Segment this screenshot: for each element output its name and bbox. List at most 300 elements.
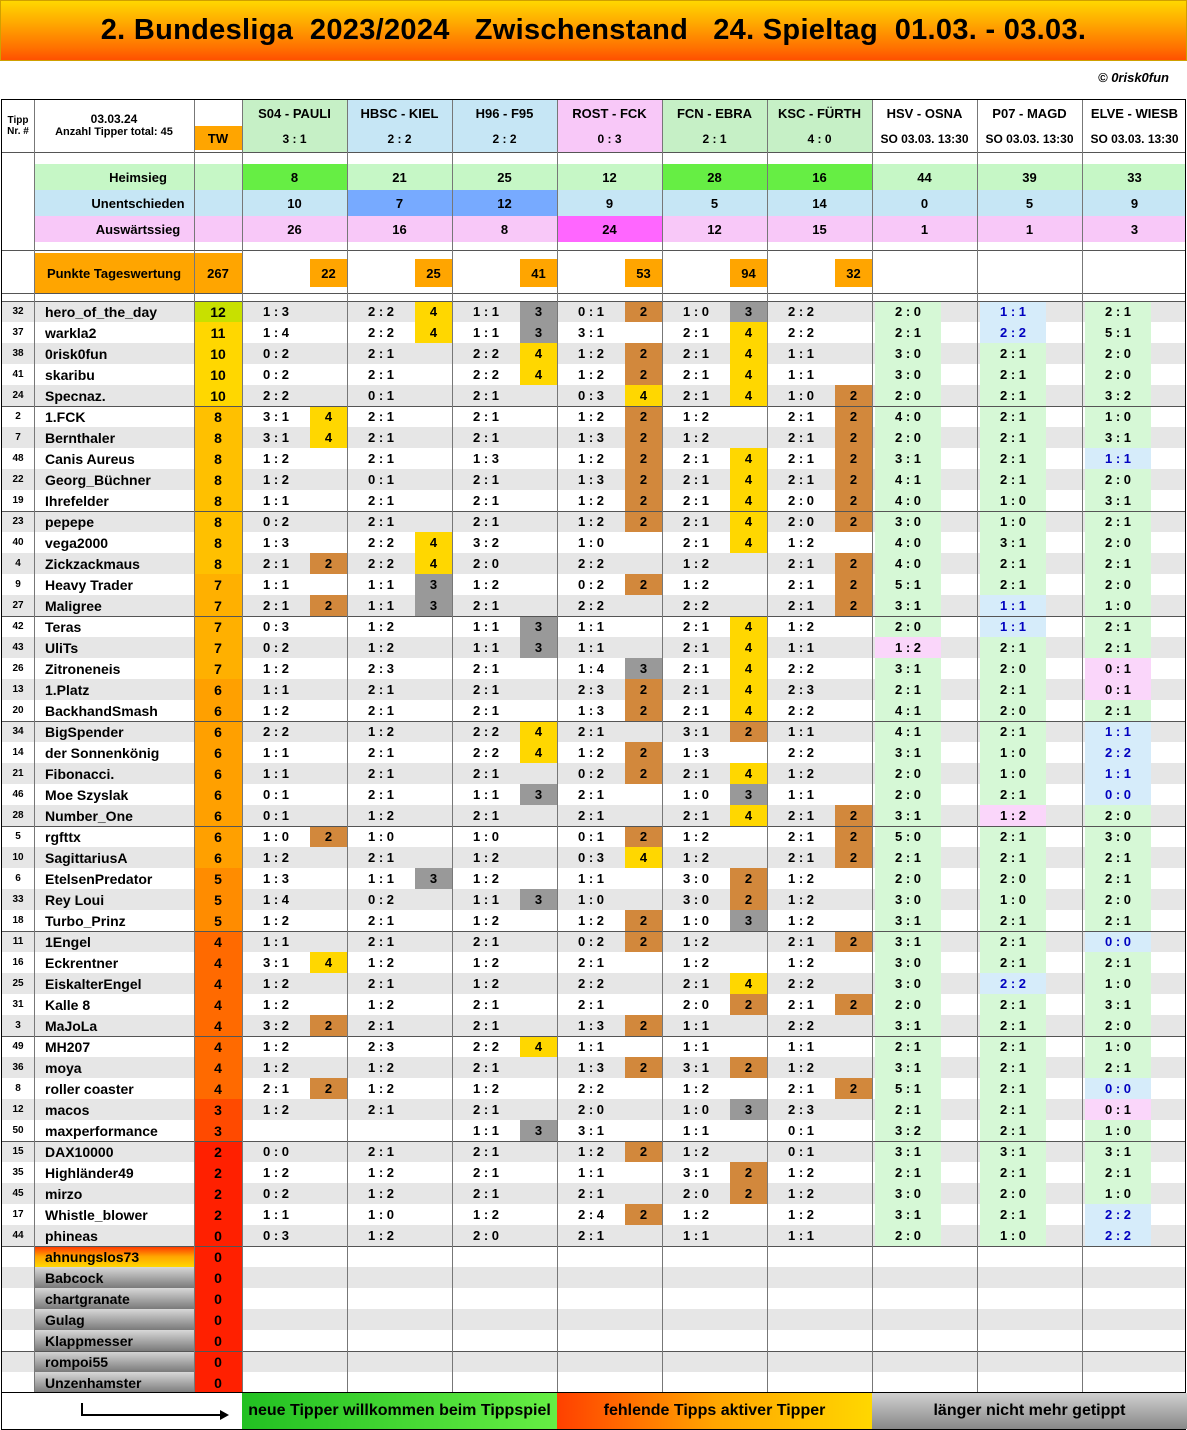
tip-score: 1 : 2 — [682, 850, 709, 865]
player-nr: 7 — [15, 432, 21, 443]
tip-points: 4 — [730, 616, 767, 637]
open-tip-score: 3 : 1 — [875, 1015, 941, 1036]
tip-score: 2 : 2 — [787, 1018, 814, 1033]
tip-score: 1 : 2 — [367, 619, 394, 634]
open-tip-score: 0 : 0 — [1085, 931, 1151, 952]
tip-score: 1 : 2 — [682, 1144, 709, 1159]
player-nr: 16 — [12, 957, 24, 968]
open-tip-score: 2 : 0 — [1085, 805, 1151, 826]
open-tip-score: 1 : 0 — [1085, 406, 1151, 427]
tip-points: 4 — [730, 385, 767, 406]
tip-score: 2 : 1 — [682, 346, 709, 361]
tip-points: 2 — [625, 826, 662, 847]
tip-points: 2 — [625, 301, 662, 322]
player-name: pepepe — [45, 513, 95, 530]
tip-score: 1 : 2 — [262, 1165, 289, 1180]
tip-score: 1 : 1 — [787, 787, 814, 802]
tip-score: 2 : 2 — [787, 745, 814, 760]
table-row — [2, 1267, 1186, 1288]
player-name: Georg_Büchner — [45, 471, 151, 488]
open-tip-score: 1 : 1 — [1085, 721, 1151, 742]
open-tip-score: 4 : 0 — [875, 553, 941, 574]
tip-points: 4 — [730, 469, 767, 490]
tip-score: 2 : 2 — [472, 346, 499, 361]
player-tw: 10 — [194, 385, 242, 406]
player-tw: 6 — [194, 805, 242, 826]
tip-score: 2 : 1 — [367, 787, 394, 802]
row-separator — [2, 301, 1186, 302]
table-row — [2, 511, 1186, 532]
tip-score: 2 : 1 — [472, 682, 499, 697]
open-tip-score: 1 : 0 — [980, 742, 1046, 763]
tip-score: 3 : 1 — [262, 430, 289, 445]
player-tw: 8 — [194, 511, 242, 532]
player-tw: 3 — [194, 1120, 242, 1141]
tip-score: 1 : 0 — [787, 388, 814, 403]
open-tip-score: 2 : 1 — [980, 1204, 1046, 1225]
player-nr: 4 — [15, 558, 21, 569]
open-tip-score: 2 : 1 — [1085, 868, 1151, 889]
tip-score: 2 : 1 — [367, 766, 394, 781]
open-tip-score: 2 : 0 — [980, 700, 1046, 721]
open-tip-score: 2 : 1 — [980, 364, 1046, 385]
player-nr: 22 — [12, 474, 24, 485]
tip-score: 2 : 1 — [787, 430, 814, 445]
tip-score: 1 : 1 — [262, 493, 289, 508]
stats-away-count: 24 — [557, 216, 662, 242]
open-tip-score: 2 : 0 — [875, 427, 941, 448]
tip-score: 3 : 2 — [472, 535, 499, 550]
tip-score: 1 : 2 — [262, 1102, 289, 1117]
open-tip-score: 2 : 1 — [875, 1099, 941, 1120]
player-nr: 23 — [12, 516, 24, 527]
open-tip-score: 0 : 1 — [1085, 1099, 1151, 1120]
tip-score: 2 : 1 — [472, 766, 499, 781]
player-name: warkla2 — [45, 324, 97, 341]
tip-score: 2 : 1 — [472, 703, 499, 718]
open-tip-score: 3 : 0 — [875, 973, 941, 994]
tip-score: 2 : 1 — [682, 619, 709, 634]
tip-score: 2 : 1 — [367, 1102, 394, 1117]
tip-score: 1 : 1 — [787, 640, 814, 655]
tip-score: 2 : 3 — [577, 682, 604, 697]
tip-score: 0 : 1 — [367, 388, 394, 403]
open-tip-score: 1 : 0 — [980, 511, 1046, 532]
stats-row-draw — [2, 190, 1186, 216]
table-row — [2, 889, 1186, 910]
stats-draw-count: 14 — [767, 190, 872, 216]
column-separator — [767, 100, 768, 1393]
tip-score: 0 : 2 — [262, 346, 289, 361]
tip-score: 1 : 2 — [367, 640, 394, 655]
open-tip-score: 1 : 2 — [980, 805, 1046, 826]
open-tip-score: 2 : 1 — [1085, 553, 1151, 574]
tip-score: 1 : 4 — [262, 325, 289, 340]
open-tip-score: 2 : 1 — [980, 931, 1046, 952]
table-row — [2, 637, 1186, 658]
open-tip-score: 2 : 0 — [875, 868, 941, 889]
open-tip-score: 2 : 0 — [980, 658, 1046, 679]
open-tip-score: 3 : 1 — [1085, 490, 1151, 511]
player-nr: 18 — [12, 915, 24, 926]
open-tip-score: 2 : 1 — [980, 952, 1046, 973]
match-result: 3 : 1 — [242, 126, 347, 152]
open-tip-score: 1 : 0 — [980, 763, 1046, 784]
tip-score: 2 : 1 — [787, 577, 814, 592]
tip-score: 2 : 1 — [787, 808, 814, 823]
tip-score: 0 : 2 — [577, 766, 604, 781]
tip-score: 1 : 1 — [262, 934, 289, 949]
player-tw: 2 — [194, 1141, 242, 1162]
tip-score: 1 : 4 — [577, 661, 604, 676]
row-separator — [2, 293, 1186, 294]
tip-score: 2 : 1 — [367, 976, 394, 991]
tip-score: 2 : 1 — [472, 1018, 499, 1033]
open-tip-score: 2 : 0 — [875, 994, 941, 1015]
match-result: 2 : 1 — [662, 126, 767, 152]
tip-points: 4 — [730, 763, 767, 784]
tip-score: 1 : 2 — [787, 766, 814, 781]
table-row — [2, 343, 1186, 364]
open-tip-score: 1 : 0 — [980, 490, 1046, 511]
tip-score: 1 : 1 — [472, 892, 499, 907]
player-nr: 25 — [12, 978, 24, 989]
tip-score: 2 : 1 — [367, 514, 394, 529]
tip-points: 2 — [625, 931, 662, 952]
tip-points: 3 — [520, 1120, 557, 1141]
open-tip-score: 0 : 1 — [1085, 658, 1151, 679]
table-row — [2, 1204, 1186, 1225]
tip-score: 3 : 0 — [682, 892, 709, 907]
open-tip-score: 2 : 2 — [1085, 1204, 1151, 1225]
tip-score: 1 : 1 — [787, 367, 814, 382]
tip-score: 1 : 2 — [577, 514, 604, 529]
match-points: 94 — [730, 259, 767, 287]
stats-home-count: 33 — [1082, 164, 1186, 190]
tip-score: 2 : 3 — [367, 1039, 394, 1054]
open-tip-score: 2 : 0 — [875, 385, 941, 406]
copyright: © 0risk0fun — [1098, 70, 1169, 85]
tip-score: 2 : 1 — [472, 1060, 499, 1075]
tip-score: 2 : 2 — [472, 745, 499, 760]
match-name: ROST - FCK — [557, 100, 662, 126]
tip-points: 2 — [835, 469, 872, 490]
player-name: Klappmesser — [34, 1330, 194, 1351]
row-separator — [2, 931, 1186, 932]
match-result: 4 : 0 — [767, 126, 872, 152]
open-tip-score: 2 : 1 — [980, 553, 1046, 574]
tip-points: 4 — [730, 973, 767, 994]
player-tw: 10 — [194, 364, 242, 385]
player-nr — [2, 1288, 34, 1309]
open-tip-score: 2 : 1 — [980, 721, 1046, 742]
tip-score: 1 : 1 — [787, 1039, 814, 1054]
player-tw: 4 — [194, 1036, 242, 1057]
player-nr: 17 — [12, 1209, 24, 1220]
tip-score: 1 : 1 — [577, 640, 604, 655]
tip-score: 2 : 0 — [577, 1102, 604, 1117]
tip-score: 2 : 2 — [577, 598, 604, 613]
open-tip-score: 4 : 1 — [875, 700, 941, 721]
open-tip-score: 0 : 0 — [1085, 784, 1151, 805]
tip-score: 2 : 1 — [682, 682, 709, 697]
tip-points: 2 — [625, 406, 662, 427]
table-row — [2, 805, 1186, 826]
tip-score: 1 : 2 — [472, 577, 499, 592]
open-tip-score: 2 : 1 — [980, 448, 1046, 469]
tip-points: 2 — [625, 1204, 662, 1225]
player-nr: 3 — [15, 1020, 21, 1031]
table-row — [2, 1015, 1186, 1036]
tip-points: 2 — [625, 1141, 662, 1162]
tip-points: 2 — [835, 847, 872, 868]
tip-score: 2 : 2 — [367, 556, 394, 571]
tip-score: 1 : 0 — [682, 304, 709, 319]
player-name: Turbo_Prinz — [45, 912, 126, 929]
tip-score: 0 : 2 — [577, 577, 604, 592]
tip-score: 1 : 2 — [682, 409, 709, 424]
tip-score: 1 : 1 — [472, 640, 499, 655]
player-nr — [2, 1372, 34, 1393]
tip-score: 1 : 2 — [367, 997, 394, 1012]
tip-score: 2 : 1 — [472, 472, 499, 487]
tip-points: 2 — [835, 1078, 872, 1099]
tip-points: 2 — [835, 931, 872, 952]
open-tip-score: 3 : 2 — [1085, 385, 1151, 406]
tip-score: 0 : 2 — [577, 934, 604, 949]
tip-score: 2 : 1 — [262, 598, 289, 613]
tip-points: 2 — [310, 1078, 347, 1099]
tip-score: 1 : 0 — [367, 1207, 394, 1222]
match-points: 25 — [415, 259, 452, 287]
tip-score: 1 : 1 — [367, 598, 394, 613]
table-row — [2, 364, 1186, 385]
table-row — [2, 448, 1186, 469]
player-nr: 8 — [15, 1083, 21, 1094]
player-name: 0risk0fun — [45, 345, 108, 362]
tip-points: 2 — [730, 1057, 767, 1078]
tip-score: 1 : 2 — [367, 724, 394, 739]
table-row — [2, 1162, 1186, 1183]
open-tip-score: 3 : 1 — [875, 448, 941, 469]
column-separator — [557, 100, 558, 1393]
table-row — [2, 322, 1186, 343]
tip-score: 2 : 1 — [367, 409, 394, 424]
player-nr — [2, 1309, 34, 1330]
stats-away-count: 16 — [347, 216, 452, 242]
tip-score: 2 : 4 — [577, 1207, 604, 1222]
tip-score: 2 : 1 — [367, 493, 394, 508]
tip-points: 2 — [310, 595, 347, 616]
open-tip-score: 2 : 1 — [1085, 301, 1151, 322]
open-tip-score: 2 : 1 — [1085, 511, 1151, 532]
tip-points: 2 — [625, 1015, 662, 1036]
match-points: 32 — [835, 259, 872, 287]
tip-score: 1 : 2 — [787, 871, 814, 886]
player-tw: 0 — [194, 1351, 242, 1372]
tip-points: 3 — [520, 322, 557, 343]
page-title: 2. Bundesliga 2023/2024 Zwischenstand 24. Spieltag 01.03. - 03.03. — [100, 14, 1087, 46]
tip-score: 0 : 2 — [367, 892, 394, 907]
tip-points: 4 — [520, 721, 557, 742]
tip-score: 2 : 1 — [262, 1081, 289, 1096]
row-separator — [2, 1036, 1186, 1037]
table-row — [2, 910, 1186, 931]
player-tw: 4 — [194, 1078, 242, 1099]
tip-score: 2 : 1 — [472, 661, 499, 676]
tip-score: 1 : 3 — [577, 1018, 604, 1033]
tip-score: 0 : 1 — [577, 829, 604, 844]
player-tw: 7 — [194, 658, 242, 679]
match-name: ELVE - WIESB — [1082, 100, 1186, 126]
open-tip-score: 2 : 0 — [875, 763, 941, 784]
tip-score: 1 : 2 — [262, 1039, 289, 1054]
tip-score: 2 : 1 — [367, 934, 394, 949]
stats-home-count: 39 — [977, 164, 1082, 190]
tip-score: 1 : 1 — [577, 871, 604, 886]
tip-score: 1 : 1 — [682, 1018, 709, 1033]
tip-points: 3 — [730, 301, 767, 322]
tip-score: 3 : 1 — [577, 1123, 604, 1138]
player-tw: 0 — [194, 1330, 242, 1351]
match-result: SO 03.03. 13:30 — [872, 126, 977, 152]
tip-points: 2 — [835, 448, 872, 469]
player-tw: 8 — [194, 427, 242, 448]
open-tip-score: 2 : 1 — [980, 1078, 1046, 1099]
tip-score: 1 : 3 — [472, 451, 499, 466]
tip-score: 2 : 1 — [577, 787, 604, 802]
match-points: 41 — [520, 259, 557, 287]
open-tip-score: 3 : 1 — [1085, 1141, 1151, 1162]
table-row — [2, 427, 1186, 448]
tip-points: 4 — [625, 847, 662, 868]
tip-score: 2 : 1 — [787, 598, 814, 613]
row-separator — [2, 1246, 1186, 1247]
tip-points: 2 — [625, 364, 662, 385]
tip-score: 1 : 2 — [472, 1081, 499, 1096]
table-row — [2, 1288, 1186, 1309]
open-tip-score: 2 : 1 — [1085, 1162, 1151, 1183]
player-nr: 19 — [12, 495, 24, 506]
open-tip-score: 2 : 1 — [875, 679, 941, 700]
points-row — [2, 253, 1186, 293]
open-tip-score: 2 : 1 — [875, 1036, 941, 1057]
tip-score: 1 : 0 — [472, 829, 499, 844]
open-tip-score: 5 : 1 — [875, 574, 941, 595]
table-row — [2, 973, 1186, 994]
header-row-1 — [2, 100, 1186, 126]
tip-score: 0 : 1 — [262, 787, 289, 802]
tip-points: 2 — [730, 1183, 767, 1204]
open-tip-score: 2 : 1 — [980, 1015, 1046, 1036]
tip-score: 2 : 1 — [682, 367, 709, 382]
tip-points: 4 — [730, 532, 767, 553]
tip-points: 4 — [730, 364, 767, 385]
open-tip-score: 2 : 1 — [1085, 952, 1151, 973]
tip-points: 4 — [310, 406, 347, 427]
match-name: P07 - MAGD — [977, 100, 1082, 126]
open-tip-score: 4 : 0 — [875, 406, 941, 427]
tip-points: 4 — [730, 679, 767, 700]
player-name: Kalle 8 — [45, 996, 91, 1013]
stats-home-count: 16 — [767, 164, 872, 190]
player-tw: 3 — [194, 1099, 242, 1120]
player-name: Eckrentner — [45, 954, 119, 971]
match-name: KSC - FÜRTH — [767, 100, 872, 126]
table-row — [2, 742, 1186, 763]
open-tip-score: 3 : 0 — [875, 1183, 941, 1204]
player-tw: 7 — [194, 574, 242, 595]
open-tip-score: 3 : 1 — [875, 658, 941, 679]
open-tip-score: 2 : 1 — [980, 406, 1046, 427]
tip-score: 2 : 1 — [682, 808, 709, 823]
tip-score: 0 : 3 — [262, 619, 289, 634]
player-name: Specnaz. — [45, 387, 106, 404]
table-row — [2, 1141, 1186, 1162]
open-tip-score: 3 : 1 — [875, 1057, 941, 1078]
tip-score: 2 : 1 — [472, 514, 499, 529]
tip-score: 1 : 1 — [472, 787, 499, 802]
player-name: Zitroneneis — [45, 660, 121, 677]
match-result: 0 : 3 — [557, 126, 662, 152]
open-tip-score: 2 : 1 — [980, 679, 1046, 700]
player-tw: 8 — [194, 448, 242, 469]
player-tw: 4 — [194, 973, 242, 994]
player-name: der Sonnenkönig — [45, 744, 160, 761]
tip-points: 4 — [730, 658, 767, 679]
tip-score: 1 : 2 — [682, 829, 709, 844]
stats-home-count: 8 — [242, 164, 347, 190]
player-name: rompoi55 — [34, 1351, 194, 1372]
tip-score: 1 : 2 — [787, 1060, 814, 1075]
player-name: MaJoLa — [45, 1017, 98, 1034]
table-row — [2, 1036, 1186, 1057]
stats-away-count: 26 — [242, 216, 347, 242]
tip-points: 2 — [310, 826, 347, 847]
open-tip-score: 2 : 0 — [1085, 574, 1151, 595]
tip-score: 1 : 0 — [262, 829, 289, 844]
stats-draw-count: 5 — [977, 190, 1082, 216]
table-row — [2, 763, 1186, 784]
open-tip-score: 0 : 0 — [1085, 1078, 1151, 1099]
player-tw: 6 — [194, 742, 242, 763]
tip-score: 0 : 2 — [262, 514, 289, 529]
tip-score: 1 : 2 — [682, 556, 709, 571]
open-tip-score: 2 : 1 — [980, 784, 1046, 805]
points-total: 267 — [194, 253, 242, 293]
stats-draw-count: 0 — [872, 190, 977, 216]
tip-score: 2 : 2 — [262, 724, 289, 739]
tip-score: 2 : 2 — [787, 661, 814, 676]
match-result: SO 03.03. 13:30 — [977, 126, 1082, 152]
tip-score: 2 : 1 — [682, 766, 709, 781]
player-name: hero_of_the_day — [45, 303, 158, 320]
stats-draw-count: 12 — [452, 190, 557, 216]
player-tw: 7 — [194, 637, 242, 658]
tip-score: 2 : 2 — [787, 325, 814, 340]
tip-score: 1 : 3 — [577, 430, 604, 445]
tip-points: 4 — [730, 490, 767, 511]
tip-score: 2 : 2 — [787, 703, 814, 718]
player-nr: 28 — [12, 810, 24, 821]
tip-points: 2 — [625, 448, 662, 469]
tip-score: 1 : 2 — [577, 493, 604, 508]
tip-score: 2 : 1 — [367, 451, 394, 466]
stats-row-home — [2, 164, 1186, 190]
open-tip-score: 2 : 1 — [980, 1120, 1046, 1141]
player-name: vega2000 — [45, 534, 109, 551]
tip-score: 2 : 1 — [682, 325, 709, 340]
